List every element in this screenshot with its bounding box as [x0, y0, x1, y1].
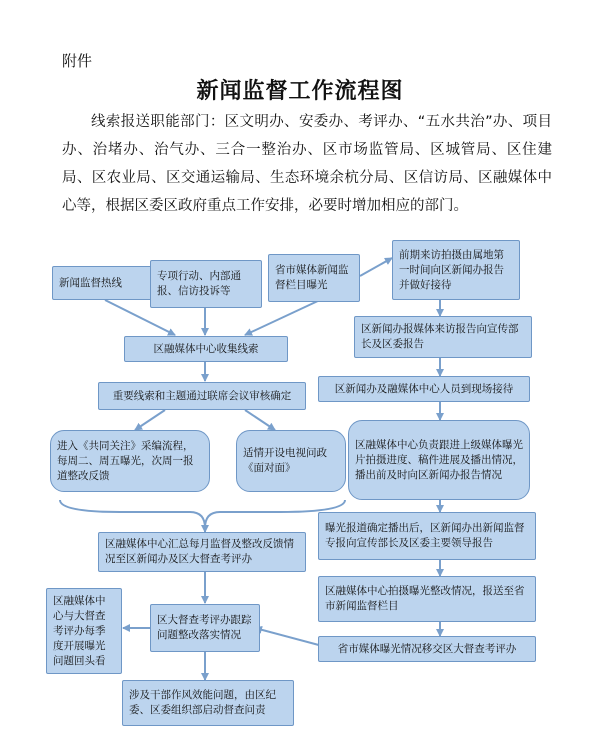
box-provincial-media: 省市媒体新闻监督栏目曝光 — [268, 254, 360, 302]
box-hotline: 新闻监督热线 — [52, 266, 156, 300]
box-broadcast-confirm: 曝光报道确定播出后，区新闻办出新闻监督专报向宣传部长及区委主要领导报告 — [318, 512, 536, 560]
box-supervision-track: 区大督查考评办跟踪问题整改落实情况 — [150, 604, 260, 652]
attachment-label: 附件 — [62, 52, 93, 70]
box-transfer: 省市媒体曝光情况移交区大督查考评办 — [318, 636, 536, 662]
box-follow-up: 区融媒体中心负责跟进上级媒体曝光片拍摄进度、稿件进展及播出情况，播出前及时向区新闻办报告情况 — [348, 420, 530, 500]
box-media-interview: 前期来访拍摄由属地第一时间向区新闻办报告并做好接待 — [392, 240, 520, 300]
box-tv-program: 适情开设电视问政《面对面》 — [236, 430, 346, 492]
box-quarterly-review: 区融媒体中心与大督查考评办每季度开展曝光问题回头看 — [46, 588, 122, 674]
box-monthly-summary: 区融媒体中心汇总每月监督及整改反馈情况至区新闻办及区大督查考评办 — [98, 532, 306, 572]
box-accountability: 涉及干部作风效能问题，由区纪委、区委组织部启动督查问责 — [122, 680, 294, 726]
arrow-provincial-to-interview — [360, 258, 392, 276]
intro-paragraph: 线索报送职能部门：区文明办、安委办、考评办、“五水共治”办、项目办、治堵办、治气办、三合一整治办、区市场监管局、区城管局、区住建局、区农业局、区交通运输局、生态环境余杭分局、区信访局、区融媒体中心等，根据区委区政府重点工作安排，必要时增加相应的部门。 — [62, 114, 552, 214]
box-common-concern: 进入《共同关注》采编流程，每周二、周五曝光，次周一报道整改反馈 — [50, 430, 210, 492]
arrow-meeting-to-concern — [135, 410, 165, 430]
box-rectify-report: 区融媒体中心拍摄曝光整改情况，报送至省市新闻监督栏目 — [318, 576, 536, 622]
page-title: 新闻监督工作流程图 — [196, 78, 404, 104]
box-collect-clues: 区融媒体中心收集线索 — [124, 336, 288, 362]
box-joint-meeting: 重要线索和主题通过联席会议审核确定 — [98, 382, 306, 410]
box-news-office-report: 区新闻办报媒体来访报告向宣传部长及区委报告 — [354, 316, 532, 358]
brace-merge — [60, 500, 205, 528]
arrow-meeting-to-tv — [245, 410, 275, 430]
box-special-actions: 专项行动、内部通报、信访投诉等 — [150, 260, 262, 308]
box-reception: 区新闻办及融媒体中心人员到现场接待 — [318, 376, 530, 402]
